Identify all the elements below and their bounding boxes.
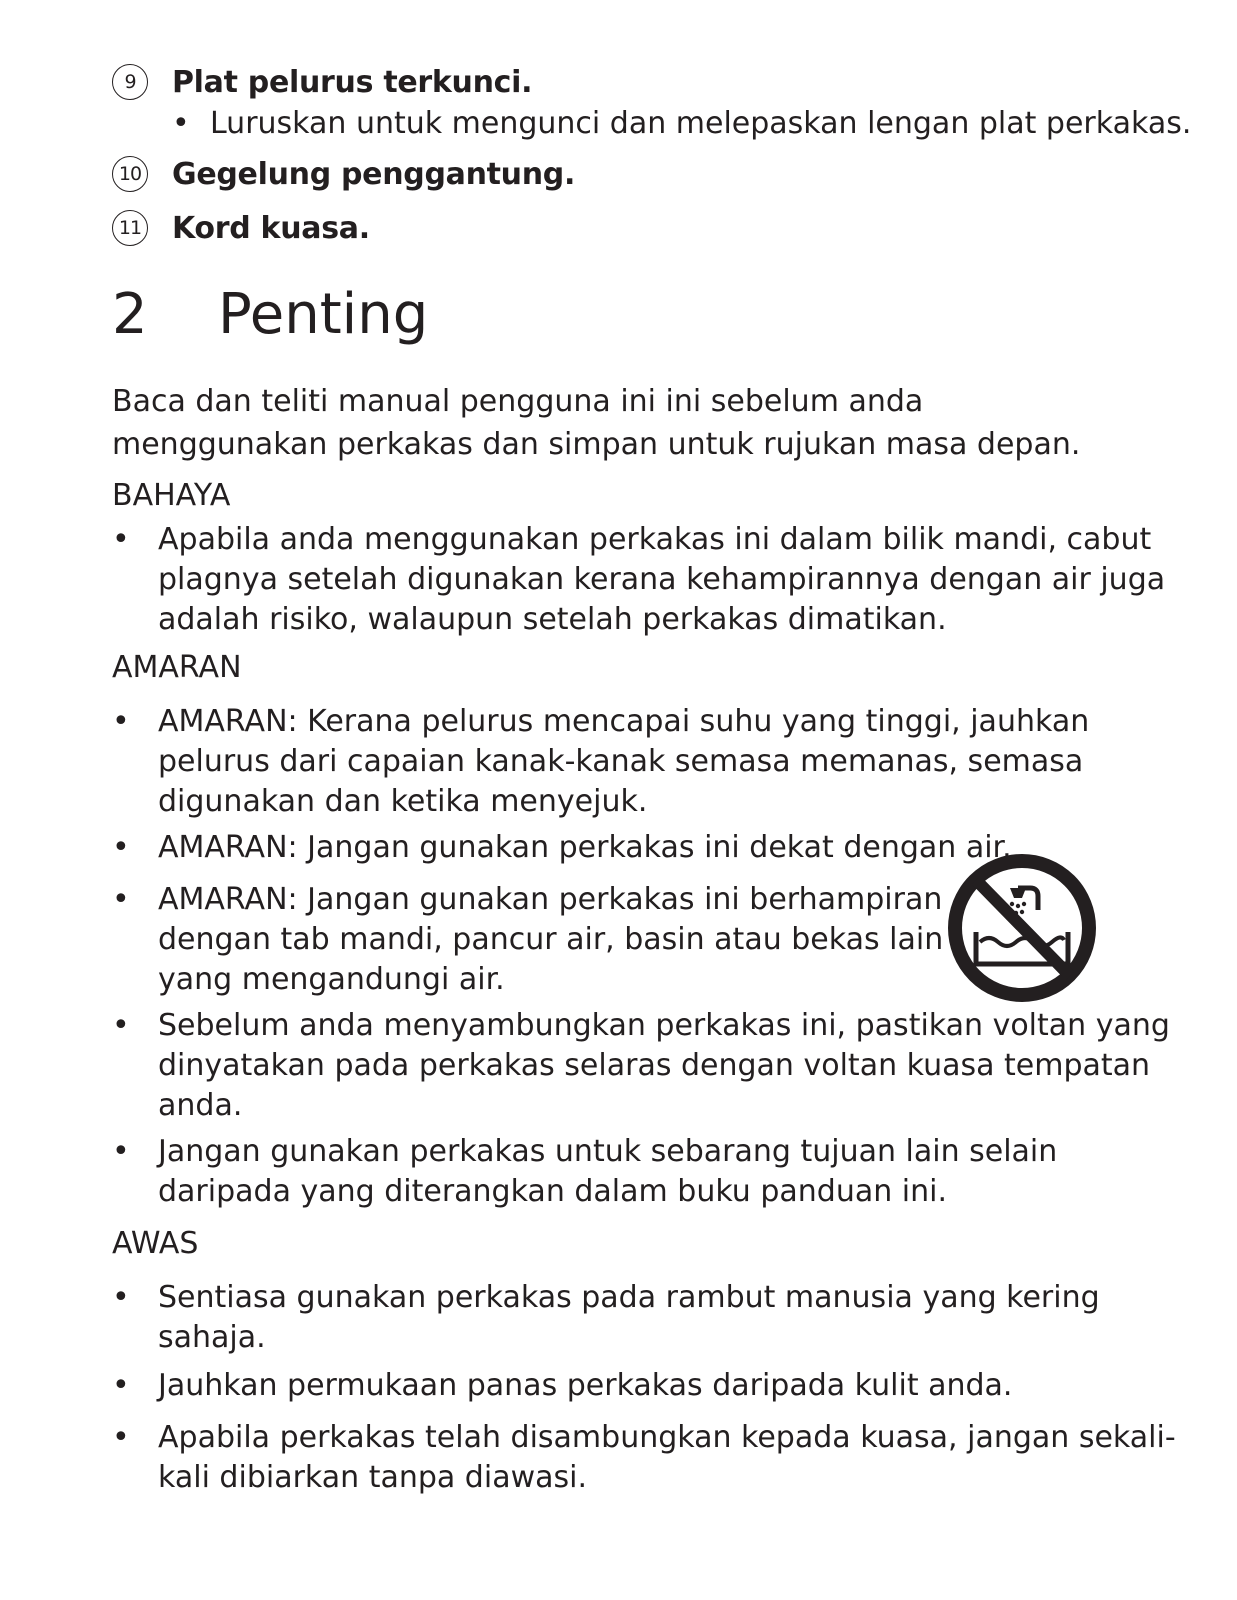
amaran-bullet — [112, 1006, 1170, 1126]
bullet-text: Apabila anda menggunakan perkakas ini dalam bilik mandi, cabut plagnya setelah digunakan kerana kehampirannya dengan air juga adalah risiko, walaupun setelah perkakas dimatikan. — [158, 522, 1166, 637]
bullet-dot: • — [112, 704, 130, 739]
bullet-dot: • — [112, 1280, 130, 1315]
bullet-dot: • — [112, 830, 130, 865]
no-water-near-bath-icon — [946, 852, 1098, 1004]
numbered-item-11 — [112, 210, 370, 246]
numbered-item-9 — [112, 64, 532, 100]
awas-heading: AWAS — [112, 1226, 199, 1261]
intro-paragraph: Baca dan teliti manual pengguna ini ini sebelum anda menggunakan perkakas dan simpan untuk rujukan masa depan. — [112, 384, 1081, 462]
bahaya-bullet — [112, 520, 1165, 640]
bullet-dot: • — [172, 106, 190, 141]
bullet-dot: • — [112, 1134, 130, 1169]
amaran-heading: AMARAN — [112, 650, 242, 685]
item-number-circle: 11 — [112, 210, 148, 246]
awas-bullet — [112, 1418, 1176, 1498]
sub-bullet-text: Luruskan untuk mengunci dan melepaskan lengan plat perkakas. — [210, 106, 1192, 141]
bullet-text: Jauhkan permukaan panas perkakas daripada kulit anda. — [158, 1368, 1013, 1403]
item-label: Plat pelurus terkunci. — [172, 64, 533, 100]
bullet-dot: • — [112, 882, 130, 917]
section-number: 2 — [112, 282, 148, 347]
bullet-dot: • — [112, 1420, 130, 1455]
section-heading — [112, 282, 428, 347]
bullet-text: Sentiasa gunakan perkakas pada rambut manusia yang kering sahaja. — [158, 1280, 1100, 1355]
numbered-item-10 — [112, 156, 575, 192]
item-number-circle: 9 — [112, 64, 148, 100]
bullet-text: Sebelum anda menyambungkan perkakas ini, pastikan voltan yang dinyatakan pada perkakas selaras dengan voltan kuasa tempatan anda. — [158, 1008, 1170, 1123]
bullet-text: AMARAN: Jangan gunakan perkakas ini dekat dengan air. — [158, 830, 1012, 865]
bullet-dot: • — [112, 522, 130, 557]
bahaya-heading: BAHAYA — [112, 478, 231, 513]
bullet-text: AMARAN: Jangan gunakan perkakas ini berhampiran dengan tab mandi, pancur air, basin atau bekas lain yang mengandungi air. — [158, 882, 944, 997]
amaran-bullet — [112, 1132, 1057, 1212]
awas-bullet — [112, 1278, 1100, 1358]
awas-bullet — [112, 1366, 1012, 1406]
bullet-dot: • — [112, 1008, 130, 1043]
item-label: Gegelung penggantung. — [172, 156, 576, 192]
item-number-circle: 10 — [112, 156, 148, 192]
bullet-text: AMARAN: Kerana pelurus mencapai suhu yang tinggi, jauhkan pelurus dari capaian kanak-kanak semasa memanas, semasa digunakan dan ketika menyejuk. — [158, 704, 1090, 819]
amaran-bullet — [112, 828, 1012, 868]
amaran-bullet — [112, 880, 943, 1000]
item-label: Kord kuasa. — [172, 210, 370, 246]
item-9-sub-bullet — [172, 106, 1191, 141]
bullet-text: Apabila perkakas telah disambungkan kepada kuasa, jangan sekali- kali dibiarkan tanpa diawasi. — [158, 1420, 1176, 1495]
bullet-text: Jangan gunakan perkakas untuk sebarang tujuan lain selain daripada yang diterangkan dalam buku panduan ini. — [158, 1134, 1058, 1209]
bullet-dot: • — [112, 1368, 130, 1403]
section-title: Penting — [218, 282, 429, 347]
amaran-bullet — [112, 702, 1089, 822]
